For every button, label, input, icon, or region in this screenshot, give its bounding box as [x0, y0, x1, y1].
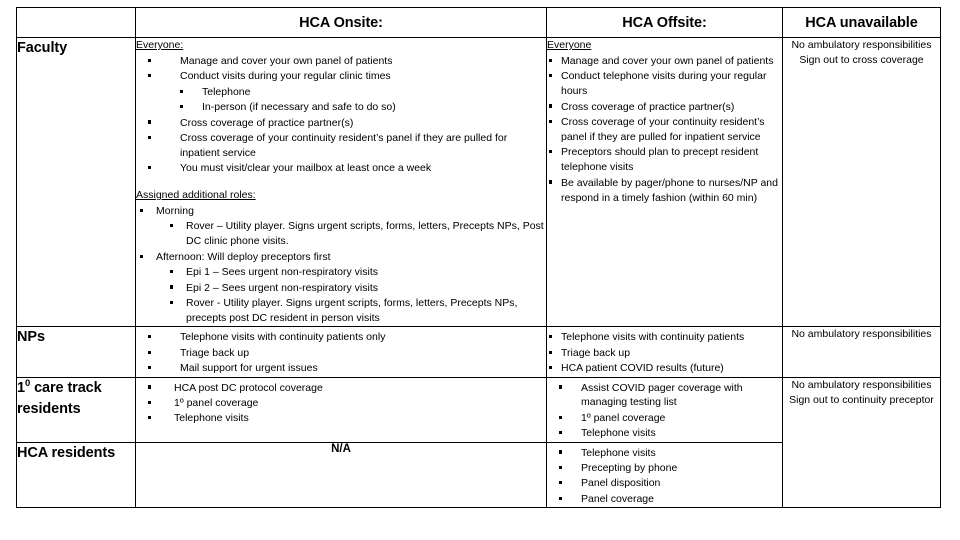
- bullet-square-icon: [180, 105, 183, 108]
- table-header-row: [17, 8, 941, 38]
- cell-residents-unavailable-merged: No ambulatory responsibilities Sign out to continuity preceptor: [783, 377, 941, 508]
- row-label-care-track-residents: [17, 377, 136, 442]
- header-hca-unavailable: HCA unavailable: [783, 8, 941, 38]
- bullet-square-icon: [549, 351, 552, 354]
- row-label-hca-residents: HCA residents: [17, 442, 136, 508]
- bullet-square-icon: [549, 180, 552, 183]
- row-label-prefix: 1: [17, 379, 25, 396]
- list-item: [136, 116, 546, 131]
- cell-faculty-unavailable: No ambulatory responsibilities Sign out to cross coverage: [783, 38, 941, 327]
- bullet-square-icon: [559, 385, 562, 388]
- list-item: [547, 346, 782, 361]
- list-item-text: Assist COVID pager coverage with managing testing list: [581, 381, 743, 409]
- list-item: [136, 346, 546, 361]
- list-item: [547, 100, 782, 115]
- list-item: [547, 381, 782, 411]
- list-item-text: In-person (if necessary and safe to do so): [202, 101, 396, 114]
- bullet-square-icon: [170, 301, 173, 304]
- bullet-square-icon: [148, 166, 151, 169]
- list-item-text: Epi 2 – Sees urgent non-respiratory visits: [186, 281, 379, 294]
- bullet-square-icon: [148, 385, 151, 388]
- bullet-square-icon: [180, 90, 183, 93]
- table-row-faculty: [17, 38, 941, 327]
- list-item-text: Morning: [156, 205, 194, 218]
- header-hca-offsite: HCA Offsite:: [547, 8, 783, 38]
- cell-hca-residents-offsite: [547, 442, 783, 508]
- row-label-superscript: 0: [24, 377, 31, 389]
- bullet-square-icon: [148, 416, 151, 419]
- list-item-text: Rover – Utility player. Signs urgent scripts, forms, letters, Precepts NPs, Post DC clinic phone visits.: [186, 220, 544, 248]
- list-item-text: 1º panel coverage: [581, 411, 666, 424]
- bullet-square-icon: [148, 335, 151, 338]
- list-item-text: Manage and cover your own panel of patients: [180, 54, 393, 67]
- care-track-onsite-list: [136, 381, 546, 427]
- list-item: [547, 330, 782, 345]
- bullet-square-icon: [148, 136, 151, 139]
- bullet-square-icon: [549, 120, 552, 123]
- list-item-text: HCA patient COVID results (future): [561, 362, 724, 375]
- bullet-square-icon: [148, 401, 151, 404]
- list-item: [136, 281, 546, 296]
- cell-nps-offsite: [547, 327, 783, 377]
- list-item: [136, 265, 546, 280]
- list-item: [136, 69, 546, 84]
- list-item: [136, 100, 546, 115]
- list-item: [547, 461, 782, 476]
- list-item-text: Conduct telephone visits during your regular hours: [561, 70, 767, 98]
- bullet-square-icon: [559, 481, 562, 484]
- list-item: [136, 381, 546, 396]
- bullet-square-icon: [549, 74, 552, 77]
- list-item-text: Be available by pager/phone to nurses/NP and respond in a timely fashion (within 60 min): [561, 176, 778, 204]
- cell-care-track-offsite: [547, 377, 783, 442]
- faculty-onsite-morning-list: [136, 204, 546, 219]
- hca-residents-offsite-list: [547, 446, 782, 507]
- faculty-onsite-visit-type-list: [136, 85, 546, 115]
- list-item: [136, 296, 546, 326]
- list-item-text: Rover - Utility player. Signs urgent scripts, forms, letters, Precepts NPs, precepts post DC resident in person visits: [186, 297, 518, 324]
- table-row-nps: [17, 327, 941, 377]
- nps-onsite-list: [136, 330, 546, 376]
- list-item-text: 1º panel coverage: [174, 396, 259, 409]
- list-item: [136, 411, 546, 426]
- list-item-text: Cross coverage of practice partner(s): [180, 116, 354, 129]
- list-item: [136, 54, 546, 69]
- list-item-text: Telephone: [202, 85, 251, 98]
- table-row-care-track-residents: [17, 377, 941, 442]
- list-item-text: Telephone visits with continuity patients: [561, 331, 745, 344]
- list-item: [547, 492, 782, 507]
- list-item: [136, 330, 546, 345]
- cell-nps-onsite: [136, 327, 547, 377]
- list-item: [136, 396, 546, 411]
- faculty-offsite-section-title-everyone: Everyone: [547, 39, 592, 51]
- list-item: [136, 131, 546, 161]
- bullet-square-icon: [140, 255, 143, 258]
- list-item: [136, 161, 546, 176]
- list-item-text: Cross coverage of your continuity resident’s panel if they are pulled for inpatient service: [561, 116, 765, 143]
- bullet-square-icon: [549, 335, 552, 338]
- list-item-text: Telephone visits: [174, 412, 249, 425]
- bullet-square-icon: [148, 74, 151, 77]
- bullet-square-icon: [170, 270, 173, 273]
- row-label-faculty: Faculty: [17, 38, 136, 327]
- care-track-offsite-list: [547, 381, 782, 442]
- faculty-onsite-everyone-list: [136, 54, 546, 84]
- list-item-text: Telephone visits: [581, 446, 656, 459]
- cell-care-track-onsite: [136, 377, 547, 442]
- list-item: [547, 54, 782, 69]
- list-item: [136, 361, 546, 376]
- faculty-offsite-list: [547, 54, 782, 206]
- bullet-square-icon: [559, 416, 562, 419]
- list-item: [547, 69, 782, 99]
- cell-hca-residents-onsite: N/A: [136, 442, 547, 508]
- list-item-text: Panel coverage: [581, 492, 654, 505]
- list-item-text: Telephone visits: [581, 427, 656, 440]
- list-item-text: Cross coverage of practice partner(s): [561, 100, 735, 113]
- list-item-text: Precepting by phone: [581, 462, 678, 475]
- faculty-onsite-morning-sublist: [136, 219, 546, 249]
- cell-nps-unavailable: No ambulatory responsibilities: [783, 327, 941, 377]
- bullet-square-icon: [559, 466, 562, 469]
- cell-faculty-onsite: [136, 38, 547, 327]
- bullet-square-icon: [559, 450, 562, 453]
- list-item-text: Telephone visits with continuity patients only: [180, 331, 386, 344]
- list-item: [136, 250, 546, 265]
- bullet-square-icon: [549, 366, 552, 369]
- bullet-square-icon: [549, 104, 552, 107]
- row-label-nps: NPs: [17, 327, 136, 377]
- list-item-text: Triage back up: [180, 346, 250, 359]
- list-item-text: Epi 1 – Sees urgent non-respiratory visits: [186, 266, 379, 279]
- list-item-text: Cross coverage of your continuity resident’s panel if they are pulled for inpatient service: [180, 131, 508, 159]
- list-item-text: Conduct visits during your regular clinic times: [180, 70, 391, 83]
- header-blank: [17, 8, 136, 38]
- cell-faculty-offsite: [547, 38, 783, 327]
- list-item-text: Mail support for urgent issues: [180, 362, 318, 375]
- list-item: [547, 426, 782, 441]
- list-item: [136, 85, 546, 100]
- row-label-rest: care track residents: [17, 379, 102, 417]
- list-item-text: Panel disposition: [581, 477, 661, 490]
- list-item-text: Triage back up: [561, 346, 631, 359]
- faculty-onsite-afternoon-list: [136, 250, 546, 265]
- list-item-text: Afternoon: Will deploy preceptors first: [156, 250, 331, 263]
- bullet-square-icon: [148, 366, 151, 369]
- list-item: [547, 411, 782, 426]
- bullet-square-icon: [148, 351, 151, 354]
- list-item-text: Preceptors should plan to precept resident telephone visits: [561, 146, 759, 174]
- list-item-text: You must visit/clear your mailbox at least once a week: [180, 162, 432, 175]
- list-item: [547, 145, 782, 175]
- list-item: [136, 219, 546, 249]
- list-item-text: HCA post DC protocol coverage: [174, 381, 323, 394]
- list-item-text: Manage and cover your own panel of patients: [561, 54, 774, 67]
- bullet-square-icon: [148, 59, 151, 62]
- bullet-square-icon: [148, 120, 151, 123]
- bullet-square-icon: [170, 224, 173, 227]
- bullet-square-icon: [549, 150, 552, 153]
- list-item: [136, 204, 546, 219]
- coverage-matrix-table: [16, 7, 941, 508]
- list-item: [547, 115, 782, 145]
- bullet-square-icon: [170, 285, 173, 288]
- list-item: [547, 476, 782, 491]
- nps-offsite-list: [547, 330, 782, 376]
- list-item: [547, 176, 782, 206]
- faculty-onsite-section-title-assigned-roles: Assigned additional roles:: [136, 189, 256, 202]
- bullet-square-icon: [140, 209, 143, 212]
- bullet-square-icon: [559, 431, 562, 434]
- header-hca-onsite: HCA Onsite:: [136, 8, 547, 38]
- list-item: [547, 361, 782, 376]
- faculty-onsite-afternoon-sublist: [136, 265, 546, 326]
- bullet-square-icon: [549, 59, 552, 62]
- faculty-onsite-section-title-everyone: Everyone:: [136, 39, 184, 51]
- list-item: [547, 446, 782, 461]
- bullet-square-icon: [559, 497, 562, 500]
- faculty-onsite-everyone-list-cont: [136, 116, 546, 177]
